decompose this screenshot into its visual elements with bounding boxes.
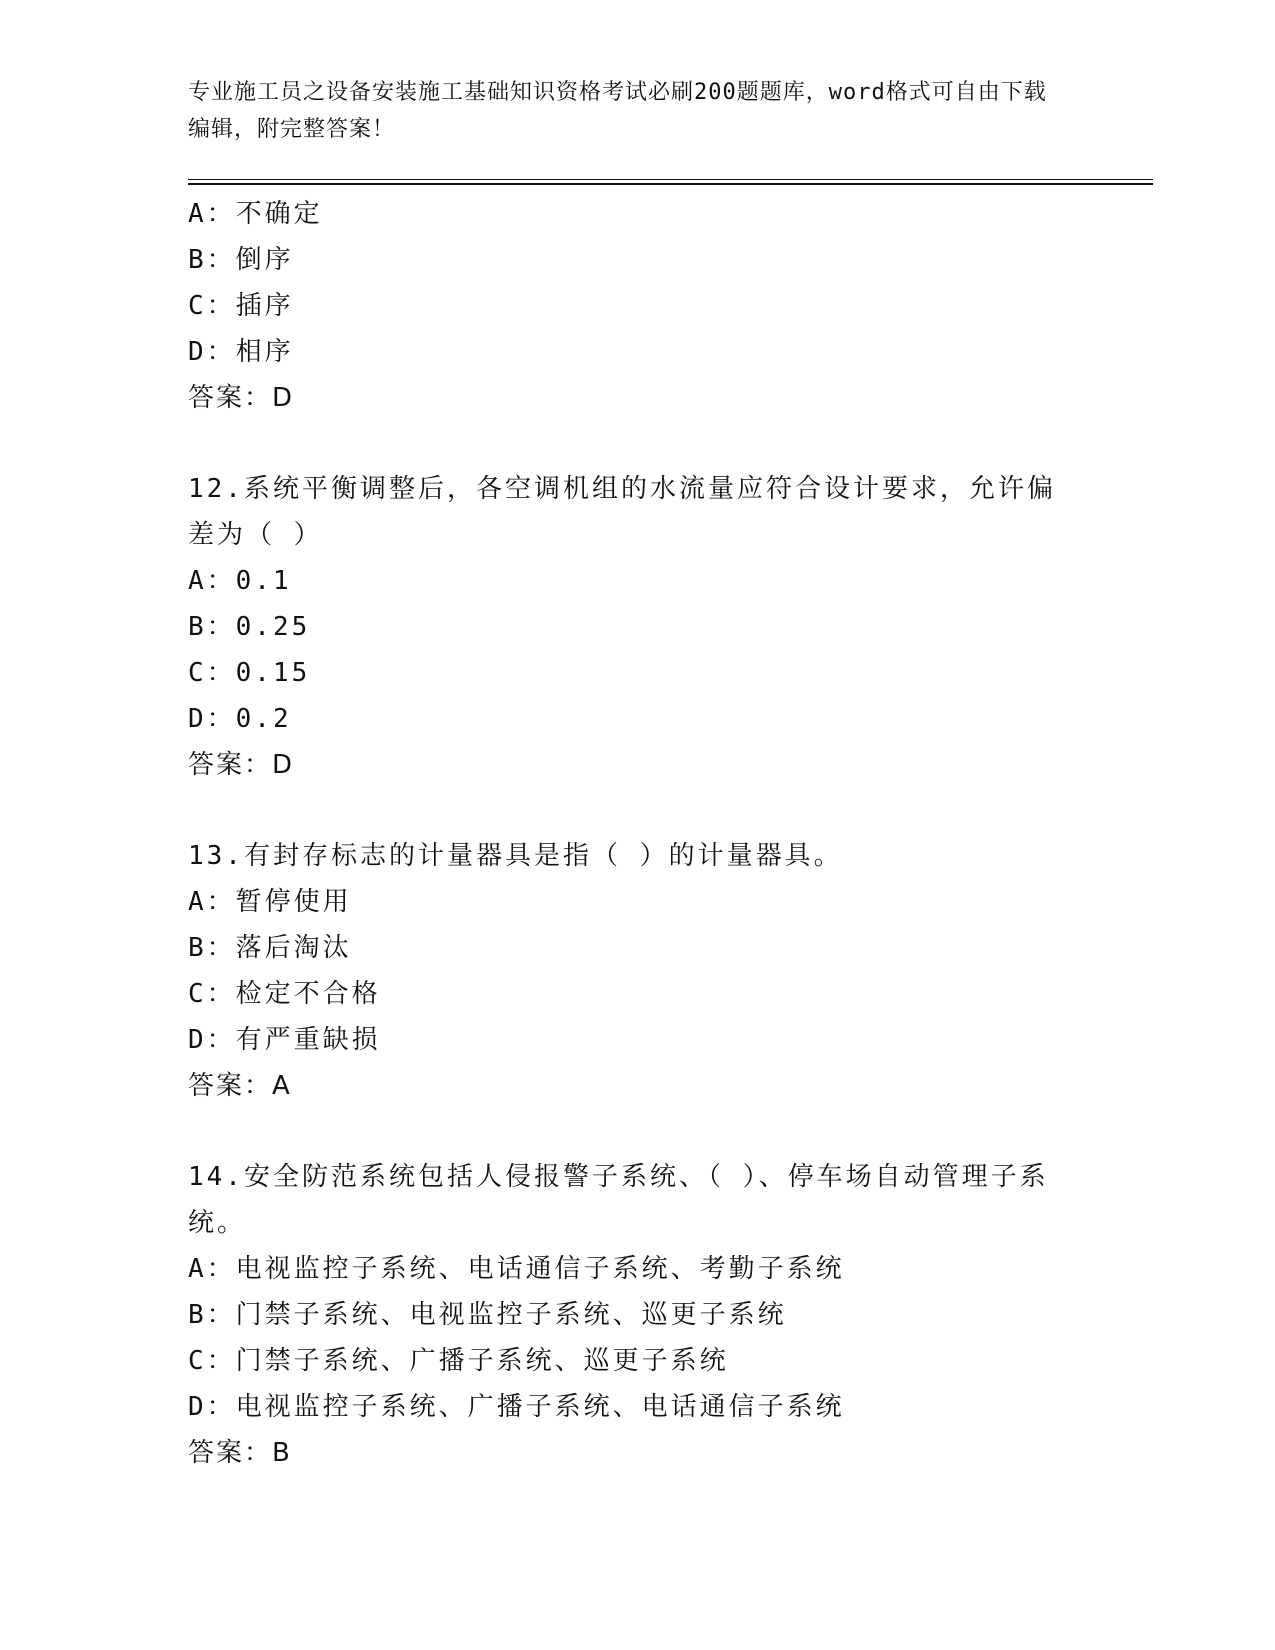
option-a: A：不确定	[188, 199, 323, 229]
option-b: B：0.25	[188, 612, 311, 642]
option-b: B：落后淘汰	[188, 933, 352, 963]
option-d: D：电视监控子系统、广播子系统、电话通信子系统	[188, 1392, 845, 1422]
answer: 答案：D	[188, 750, 295, 780]
answer: 答案：D	[188, 383, 295, 413]
answer: 答案：B	[188, 1438, 292, 1468]
question-14	[188, 1154, 1068, 1476]
answer: 答案：A	[188, 1071, 292, 1101]
header-divider-thin	[188, 179, 1153, 180]
option-c: C：检定不合格	[188, 979, 381, 1009]
option-d: D：有严重缺损	[188, 1025, 381, 1055]
option-a: A：暂停使用	[188, 887, 352, 917]
option-c: C：0.15	[188, 658, 311, 688]
option-d: D：0.2	[188, 704, 292, 734]
document-header: 专业施工员之设备安装施工基础知识资格考试必刷200题题库，word格式可自由下载编辑，附完整答案！	[188, 80, 1047, 142]
header-divider-thick	[188, 183, 1153, 185]
question-11-tail	[188, 191, 1068, 421]
question-12	[188, 466, 1068, 788]
option-d: D：相序	[188, 337, 294, 367]
option-a: A：0.1	[188, 566, 292, 596]
question-13	[188, 833, 1068, 1109]
question-stem: 13.有封存标志的计量器具是指（ ）的计量器具。	[188, 841, 843, 871]
option-c: C：门禁子系统、广播子系统、巡更子系统	[188, 1346, 729, 1376]
option-c: C：插序	[188, 291, 294, 321]
question-list	[188, 191, 1068, 1476]
question-stem: 14.安全防范系统包括人侵报警子系统、（ ）、停车场自动管理子系统。	[188, 1162, 1049, 1238]
option-a: A：电视监控子系统、电话通信子系统、考勤子系统	[188, 1254, 845, 1284]
question-stem: 12.系统平衡调整后，各空调机组的水流量应符合设计要求，允许偏差为（ ）	[188, 474, 1056, 550]
option-b: B：倒序	[188, 245, 294, 275]
option-b: B：门禁子系统、电视监控子系统、巡更子系统	[188, 1300, 787, 1330]
